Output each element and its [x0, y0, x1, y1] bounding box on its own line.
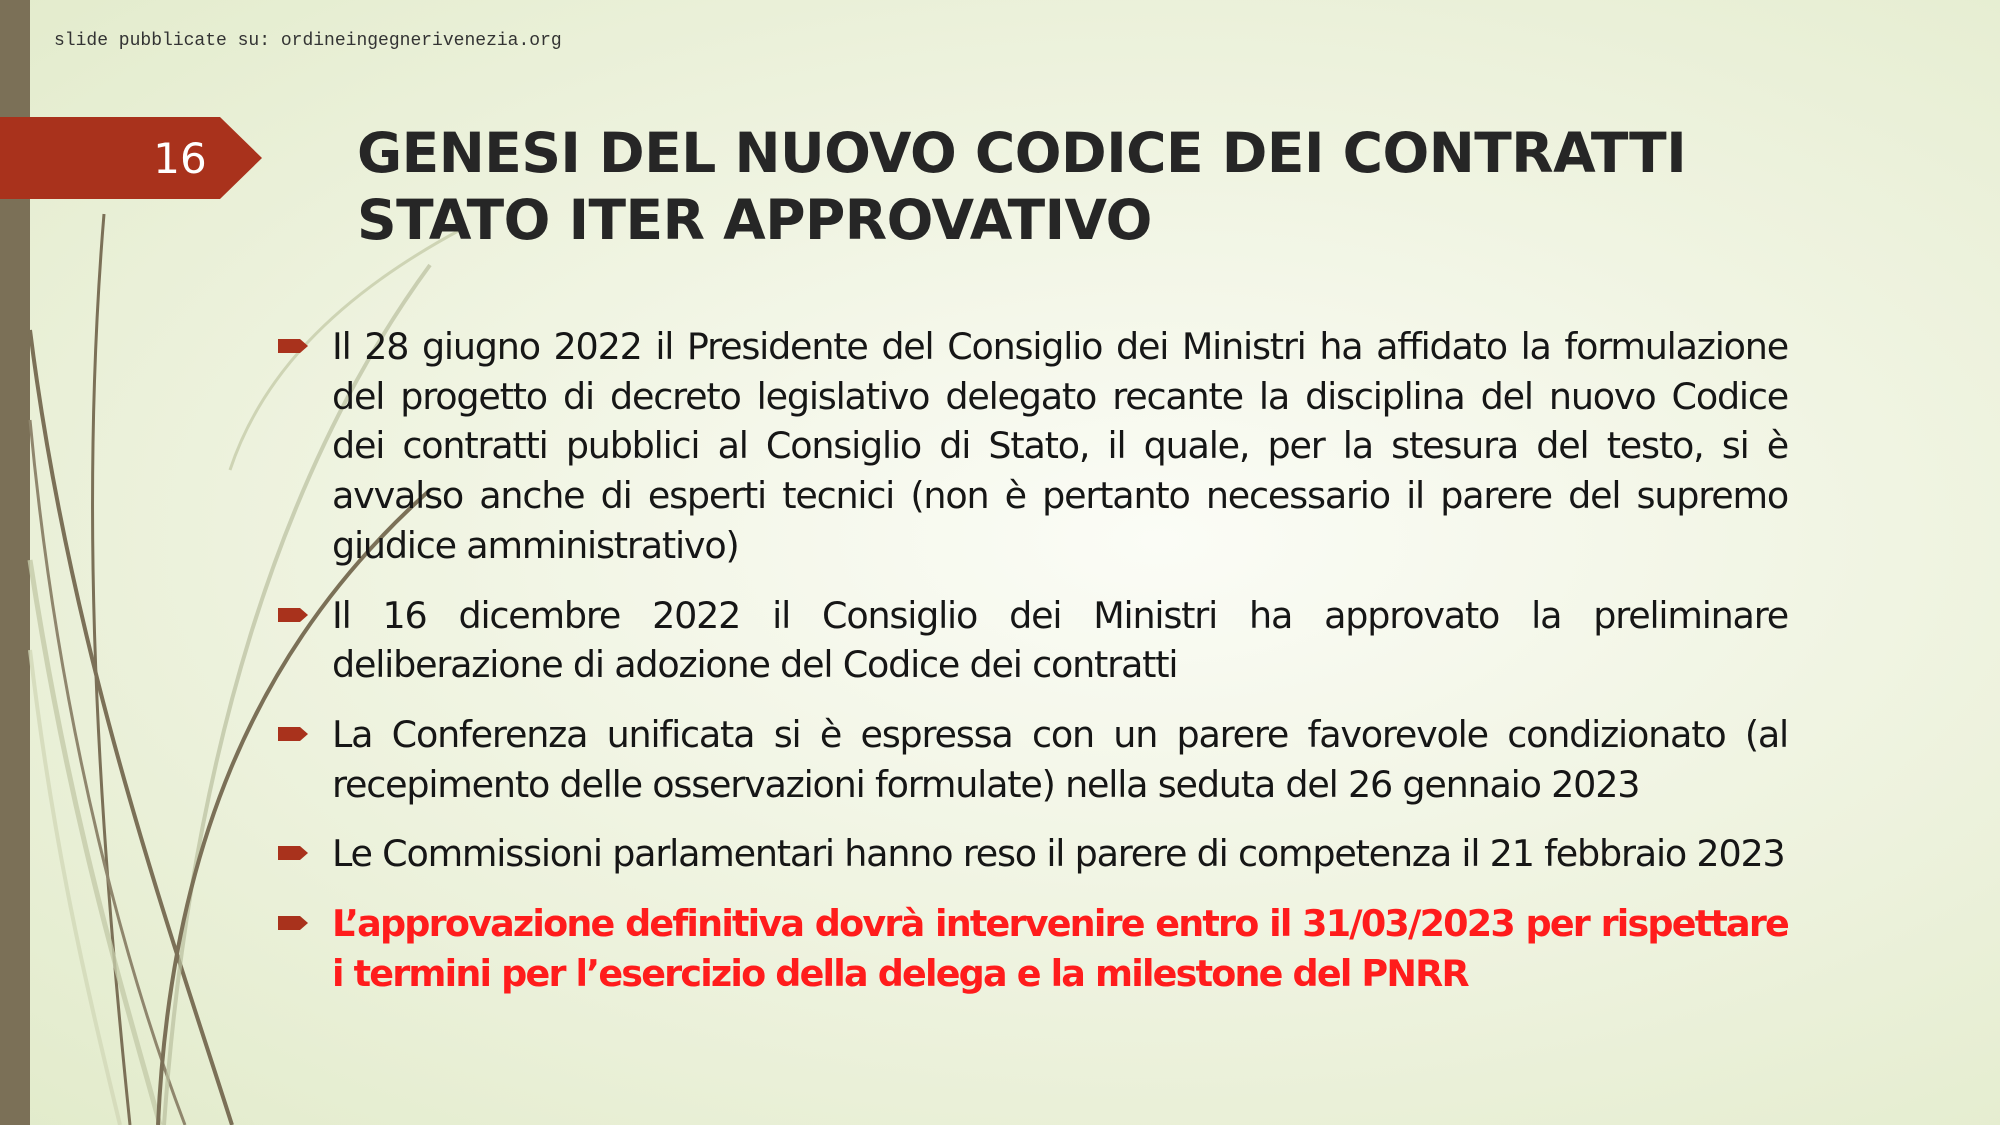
bullet-text: L’approvazione definitiva dovrà intervenire entro il 31/03/2023 per rispettare i termini per l’esercizio della delega e la milestone del PNRR — [332, 902, 1788, 995]
bullet-text: Il 16 dicembre 2022 il Consiglio dei Ministri ha approvato la preliminare deliberazione di adozione del Codice dei contratti — [332, 593, 1788, 687]
source-note: slide pubblicate su: ordineingegnerivenezia.org — [54, 31, 562, 51]
bullet-item — [332, 322, 1788, 571]
arrow-bullet-icon — [277, 604, 311, 626]
bullet-item — [332, 710, 1788, 809]
bullet-text: La Conferenza unificata si è espressa con un parere favorevole condizionato (al recepimento delle osservazioni formulate) nella seduta del 26 gennaio 2023 — [332, 712, 1788, 806]
bullet-text: Il 28 giugno 2022 il Presidente del Consiglio dei Ministri ha affidato la formulazione del progetto di decreto legislativo delegato recante la disciplina del nuovo Codice dei contratti pubblici al Consiglio di Stato, il quale, per la stesura del testo, si è avvalso anche di esperti tecnici (non è pertanto necessario il parere del supremo giudice amministrativo) — [332, 325, 1788, 567]
bullet-item — [332, 591, 1788, 690]
arrow-bullet-icon — [277, 723, 311, 745]
slide-title-line-1: GENESI DEL NUOVO CODICE DEI CONTRATTI — [357, 121, 1687, 185]
slide-number: 16 — [153, 134, 207, 183]
slide-number-tab — [0, 0, 270, 210]
bullet-item — [332, 829, 1788, 879]
arrow-bullet-icon — [277, 912, 311, 934]
bullet-item-highlight — [332, 899, 1788, 998]
slide-title — [357, 120, 1837, 254]
arrow-bullet-icon — [277, 842, 311, 864]
arrow-bullet-icon — [277, 335, 311, 357]
bullet-text: Le Commissioni parlamentari hanno reso il parere di competenza il 21 febbraio 2023 — [332, 832, 1785, 876]
bullet-list — [332, 322, 1788, 1018]
slide-title-line-2: STATO ITER APPROVATIVO — [357, 188, 1152, 252]
